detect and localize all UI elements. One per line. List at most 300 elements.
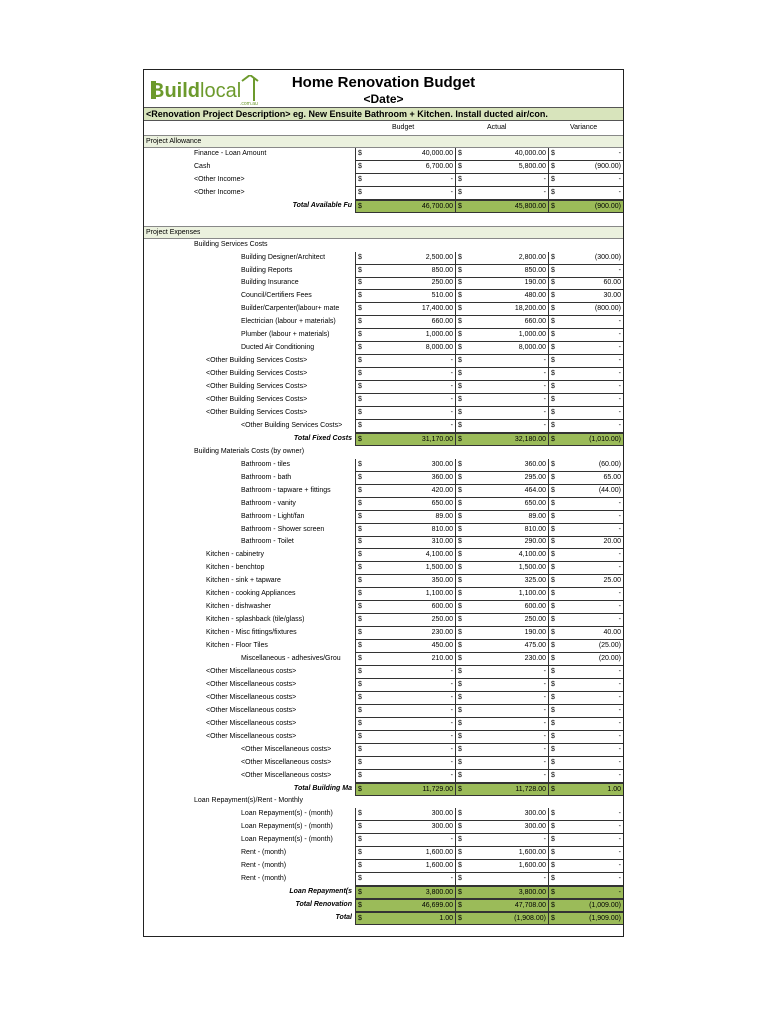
- budget-cell[interactable]: [355, 601, 455, 614]
- currency-symbol: $: [358, 758, 362, 766]
- actual-cell[interactable]: [455, 718, 548, 731]
- row-label[interactable]: Miscellaneous - adhesives/Grou: [241, 655, 341, 662]
- actual-cell[interactable]: [455, 899, 548, 912]
- budget-cell[interactable]: [355, 433, 455, 446]
- currency-symbol: $: [358, 915, 362, 922]
- variance-cell[interactable]: [548, 316, 623, 329]
- actual-cell[interactable]: [455, 744, 548, 757]
- currency-symbol: $: [551, 551, 555, 559]
- row-label[interactable]: Kitchen - dishwasher: [206, 603, 271, 611]
- budget-cell[interactable]: [355, 640, 455, 653]
- group-header-row: [144, 446, 623, 459]
- currency-symbol: $: [358, 642, 362, 650]
- budget-cell[interactable]: [355, 873, 455, 886]
- actual-value: 650.00: [524, 499, 546, 507]
- actual-cell[interactable]: [455, 342, 548, 355]
- budget-cell[interactable]: [355, 252, 455, 265]
- total-row: [144, 886, 623, 899]
- actual-cell[interactable]: [455, 575, 548, 588]
- actual-cell[interactable]: [455, 433, 548, 446]
- budget-cell[interactable]: [355, 303, 455, 316]
- row-label[interactable]: <Other Miscellaneous costs>: [206, 693, 297, 701]
- row-label[interactable]: <Other Building Services Costs>: [206, 357, 308, 365]
- variance-cell[interactable]: [548, 653, 623, 666]
- variance-cell[interactable]: [548, 265, 623, 278]
- row-label[interactable]: <Other Building Services Costs>: [206, 408, 308, 416]
- row-label[interactable]: <Other Miscellaneous costs>: [206, 719, 297, 727]
- actual-cell[interactable]: [455, 174, 548, 187]
- variance-cell[interactable]: [548, 381, 623, 394]
- row-label[interactable]: Kitchen - Misc fittings/fixtures: [206, 629, 297, 637]
- variance-cell[interactable]: [548, 588, 623, 601]
- row-label[interactable]: <Other Miscellaneous costs>: [206, 732, 297, 740]
- currency-symbol: $: [458, 538, 462, 546]
- row-label[interactable]: Loan Repayment(s)/Rent - Monthly: [194, 797, 303, 805]
- currency-symbol: $: [458, 253, 462, 261]
- budget-cell[interactable]: [355, 355, 455, 368]
- currency-symbol: $: [458, 357, 462, 365]
- actual-cell[interactable]: [455, 511, 548, 524]
- variance-value: -: [618, 745, 621, 753]
- variance-cell[interactable]: [548, 498, 623, 511]
- actual-cell[interactable]: [455, 277, 548, 290]
- variance-value: (44.00): [598, 486, 621, 494]
- budget-cell[interactable]: [355, 459, 455, 472]
- budget-cell[interactable]: [355, 666, 455, 679]
- currency-symbol: $: [551, 616, 555, 624]
- row-label[interactable]: Rent - (month): [241, 849, 287, 857]
- actual-cell[interactable]: [455, 355, 548, 368]
- variance-cell[interactable]: [548, 821, 623, 834]
- variance-cell[interactable]: [548, 834, 623, 847]
- variance-cell[interactable]: [548, 252, 623, 265]
- variance-cell[interactable]: [548, 757, 623, 770]
- row-label[interactable]: Kitchen - benchtop: [206, 564, 265, 572]
- budget-cell[interactable]: [355, 834, 455, 847]
- actual-cell[interactable]: [455, 394, 548, 407]
- row-label[interactable]: Kitchen - cabinetry: [206, 551, 264, 559]
- row-label[interactable]: <Other Miscellaneous costs>: [241, 758, 332, 766]
- actual-cell[interactable]: [455, 692, 548, 705]
- row-label[interactable]: Building Reports: [241, 266, 293, 274]
- currency-symbol: $: [551, 538, 555, 546]
- variance-cell[interactable]: [548, 886, 623, 899]
- budget-cell[interactable]: [355, 536, 455, 549]
- budget-cell[interactable]: [355, 912, 455, 925]
- actual-cell[interactable]: [455, 679, 548, 692]
- currency-symbol: $: [551, 823, 555, 831]
- actual-value: 1,600.00: [518, 849, 546, 857]
- budget-cell[interactable]: [355, 511, 455, 524]
- actual-cell[interactable]: [455, 705, 548, 718]
- row-label[interactable]: Loan Repayment(s) - (month): [241, 823, 333, 831]
- table-row: [144, 316, 623, 329]
- row-label[interactable]: <Other Miscellaneous costs>: [206, 667, 297, 675]
- currency-symbol: $: [458, 732, 462, 740]
- variance-cell[interactable]: [548, 277, 623, 290]
- actual-cell[interactable]: [455, 148, 548, 161]
- variance-value: -: [618, 590, 621, 598]
- row-label[interactable]: <Other Building Services Costs>: [206, 383, 308, 391]
- variance-cell[interactable]: [548, 433, 623, 446]
- row-label[interactable]: Bathroom - tapware + fittings: [241, 486, 331, 494]
- budget-cell[interactable]: [355, 744, 455, 757]
- currency-symbol: $: [358, 383, 362, 391]
- currency-symbol: $: [551, 577, 555, 585]
- actual-cell[interactable]: [455, 329, 548, 342]
- variance-cell[interactable]: [548, 187, 623, 200]
- table-row: [144, 718, 623, 731]
- budget-value: 1,100.00: [425, 590, 453, 598]
- table-row: [144, 614, 623, 627]
- variance-cell[interactable]: [548, 873, 623, 886]
- row-label[interactable]: Bathroom - vanity: [241, 499, 296, 507]
- actual-cell[interactable]: [455, 316, 548, 329]
- budget-value: 300.00: [431, 460, 453, 468]
- actual-cell[interactable]: [455, 368, 548, 381]
- variance-value: (800.00): [594, 305, 621, 313]
- variance-value: (900.00): [594, 162, 621, 170]
- budget-cell[interactable]: [355, 174, 455, 187]
- actual-cell[interactable]: [455, 524, 548, 537]
- actual-cell[interactable]: [455, 588, 548, 601]
- budget-cell[interactable]: [355, 407, 455, 420]
- actual-cell[interactable]: [455, 886, 548, 899]
- variance-cell[interactable]: [548, 536, 623, 549]
- row-label[interactable]: Kitchen - splashback (tile/glass): [206, 616, 305, 624]
- budget-cell[interactable]: [355, 627, 455, 640]
- currency-symbol: $: [458, 629, 462, 637]
- variance-cell[interactable]: [548, 407, 623, 420]
- budget-cell[interactable]: [355, 731, 455, 744]
- row-label[interactable]: Rent - (month): [241, 862, 287, 870]
- actual-cell[interactable]: [455, 783, 548, 796]
- actual-cell[interactable]: [455, 420, 548, 433]
- variance-cell[interactable]: [548, 783, 623, 796]
- row-label[interactable]: <Other Miscellaneous costs>: [241, 745, 332, 753]
- actual-cell[interactable]: [455, 847, 548, 860]
- budget-cell[interactable]: [355, 316, 455, 329]
- variance-cell[interactable]: [548, 770, 623, 783]
- row-label[interactable]: <Other Building Services Costs>: [206, 396, 308, 403]
- budget-cell[interactable]: [355, 342, 455, 355]
- budget-value: 510.00: [431, 292, 453, 300]
- row-label[interactable]: Total Building Ma: [293, 784, 352, 792]
- budget-cell[interactable]: [355, 692, 455, 705]
- variance-value: 20.00: [603, 538, 621, 546]
- actual-cell[interactable]: [455, 161, 548, 174]
- currency-symbol: $: [551, 292, 555, 300]
- currency-symbol: $: [551, 564, 555, 572]
- currency-symbol: $: [358, 616, 362, 624]
- currency-symbol: $: [358, 292, 362, 300]
- actual-value: 230.00: [524, 655, 546, 662]
- row-label[interactable]: Loan Repayment(s) - (month): [241, 836, 333, 844]
- actual-value: 300.00: [524, 823, 546, 831]
- currency-symbol: $: [458, 175, 462, 183]
- variance-cell[interactable]: [548, 640, 623, 653]
- row-label[interactable]: Loan Repayment(s) - (month): [241, 810, 333, 818]
- actual-cell[interactable]: [455, 252, 548, 265]
- actual-cell[interactable]: [455, 627, 548, 640]
- variance-cell[interactable]: [548, 524, 623, 537]
- actual-value: 1,100.00: [518, 590, 546, 598]
- row-label[interactable]: <Other Miscellaneous costs>: [206, 706, 297, 714]
- currency-symbol: $: [551, 421, 555, 429]
- variance-cell[interactable]: [548, 355, 623, 368]
- budget-value: 6,700.00: [425, 162, 453, 170]
- actual-cell[interactable]: [455, 731, 548, 744]
- budget-cell[interactable]: [355, 381, 455, 394]
- row-label[interactable]: Cash: [194, 162, 211, 170]
- variance-cell[interactable]: [548, 342, 623, 355]
- actual-value: 4,100.00: [518, 551, 546, 559]
- actual-value: 11,728.00: [515, 785, 546, 793]
- variance-value: -: [618, 421, 621, 429]
- actual-value: -: [543, 732, 546, 740]
- currency-symbol: $: [358, 331, 362, 339]
- actual-cell[interactable]: [455, 200, 548, 213]
- budget-cell[interactable]: [355, 524, 455, 537]
- row-label[interactable]: Total Fixed Costs: [293, 434, 352, 442]
- row-label[interactable]: Bathroom - Toilet: [241, 538, 294, 546]
- currency-symbol: $: [458, 616, 462, 624]
- variance-cell[interactable]: [548, 511, 623, 524]
- row-label[interactable]: Kitchen - sink + tapware: [206, 577, 281, 585]
- currency-symbol: $: [458, 408, 462, 416]
- variance-cell[interactable]: [548, 808, 623, 821]
- actual-cell[interactable]: [455, 808, 548, 821]
- budget-cell[interactable]: [355, 899, 455, 912]
- variance-cell[interactable]: [548, 148, 623, 161]
- variance-value: -: [618, 667, 621, 675]
- variance-cell[interactable]: [548, 899, 623, 912]
- currency-symbol: $: [358, 305, 362, 313]
- budget-cell[interactable]: [355, 808, 455, 821]
- variance-cell[interactable]: [548, 368, 623, 381]
- budget-cell[interactable]: [355, 148, 455, 161]
- actual-cell[interactable]: [455, 187, 548, 200]
- variance-value: -: [618, 719, 621, 727]
- currency-symbol: $: [358, 732, 362, 740]
- currency-symbol: $: [551, 732, 555, 740]
- actual-cell[interactable]: [455, 407, 548, 420]
- actual-cell[interactable]: [455, 498, 548, 511]
- actual-value: -: [543, 383, 546, 391]
- budget-cell[interactable]: [355, 549, 455, 562]
- actual-cell[interactable]: [455, 381, 548, 394]
- variance-cell[interactable]: [548, 303, 623, 316]
- variance-cell[interactable]: [548, 394, 623, 407]
- row-label[interactable]: <Other Income>: [194, 175, 245, 183]
- budget-cell[interactable]: [355, 485, 455, 498]
- table-row: [144, 808, 623, 821]
- budget-cell[interactable]: [355, 783, 455, 796]
- variance-cell[interactable]: [548, 601, 623, 614]
- row-label[interactable]: Building Materials Costs (by owner): [194, 447, 305, 455]
- currency-symbol: $: [458, 512, 462, 520]
- variance-cell[interactable]: [548, 161, 623, 174]
- variance-value: -: [618, 693, 621, 701]
- variance-cell[interactable]: [548, 666, 623, 679]
- actual-cell[interactable]: [455, 549, 548, 562]
- row-label[interactable]: Total Available Fu: [292, 201, 352, 209]
- budget-cell[interactable]: [355, 498, 455, 511]
- row-label[interactable]: Bathroom - bath: [241, 473, 292, 481]
- row-label[interactable]: <Other Building Services Costs>: [241, 421, 343, 429]
- actual-cell[interactable]: [455, 873, 548, 886]
- actual-cell[interactable]: [455, 472, 548, 485]
- variance-cell[interactable]: [548, 614, 623, 627]
- actual-cell[interactable]: [455, 821, 548, 834]
- row-label[interactable]: Finance - Loan Amount: [194, 149, 267, 157]
- actual-cell[interactable]: [455, 290, 548, 303]
- variance-cell[interactable]: [548, 627, 623, 640]
- actual-cell[interactable]: [455, 303, 548, 316]
- actual-value: -: [543, 680, 546, 688]
- variance-value: 30.00: [603, 292, 621, 300]
- variance-cell[interactable]: [548, 575, 623, 588]
- actual-cell[interactable]: [455, 770, 548, 783]
- currency-symbol: $: [358, 460, 362, 468]
- row-label[interactable]: Kitchen - Floor Tiles: [206, 642, 268, 650]
- variance-cell[interactable]: [548, 912, 623, 925]
- variance-cell[interactable]: [548, 718, 623, 731]
- actual-cell[interactable]: [455, 834, 548, 847]
- budget-cell[interactable]: [355, 187, 455, 200]
- variance-cell[interactable]: [548, 731, 623, 744]
- actual-value: 290.00: [524, 538, 546, 546]
- variance-cell[interactable]: [548, 679, 623, 692]
- actual-cell[interactable]: [455, 666, 548, 679]
- actual-cell[interactable]: [455, 912, 548, 925]
- actual-cell[interactable]: [455, 860, 548, 873]
- actual-cell[interactable]: [455, 601, 548, 614]
- budget-value: 31,170.00: [421, 435, 453, 443]
- budget-cell[interactable]: [355, 653, 455, 666]
- currency-symbol: $: [458, 188, 462, 196]
- variance-value: -: [618, 188, 621, 196]
- row-label[interactable]: Loan Repayment(s: [289, 888, 352, 896]
- row-label[interactable]: <Other Miscellaneous costs>: [241, 771, 332, 779]
- budget-cell[interactable]: [355, 368, 455, 381]
- budget-cell[interactable]: [355, 562, 455, 575]
- actual-cell[interactable]: [455, 265, 548, 278]
- variance-cell[interactable]: [548, 420, 623, 433]
- variance-cell[interactable]: [548, 860, 623, 873]
- budget-cell[interactable]: [355, 770, 455, 783]
- variance-cell[interactable]: [548, 200, 623, 213]
- row-label[interactable]: Kitchen - cooking Appliances: [206, 590, 296, 598]
- variance-cell[interactable]: [548, 290, 623, 303]
- row-label[interactable]: Total: [335, 914, 352, 921]
- row-label[interactable]: Builder/Carpenter(labour+ mate: [241, 305, 340, 313]
- actual-cell[interactable]: [455, 640, 548, 653]
- actual-cell[interactable]: [455, 757, 548, 770]
- currency-symbol: $: [358, 396, 362, 403]
- budget-cell[interactable]: [355, 277, 455, 290]
- budget-cell[interactable]: [355, 847, 455, 860]
- budget-cell[interactable]: [355, 860, 455, 873]
- row-label[interactable]: Bathroom - Shower screen: [241, 525, 325, 533]
- row-label[interactable]: <Other Miscellaneous costs>: [206, 680, 297, 688]
- row-label[interactable]: Council/Certifiers Fees: [241, 292, 312, 300]
- variance-cell[interactable]: [548, 692, 623, 705]
- variance-cell[interactable]: [548, 174, 623, 187]
- currency-symbol: $: [551, 396, 555, 403]
- currency-symbol: $: [551, 344, 555, 352]
- row-label[interactable]: Bathroom - tiles: [241, 460, 291, 468]
- budget-cell[interactable]: [355, 290, 455, 303]
- budget-cell[interactable]: [355, 265, 455, 278]
- actual-cell[interactable]: [455, 485, 548, 498]
- budget-cell[interactable]: [355, 705, 455, 718]
- variance-cell[interactable]: [548, 847, 623, 860]
- budget-cell[interactable]: [355, 718, 455, 731]
- budget-value: 250.00: [431, 616, 453, 624]
- budget-cell[interactable]: [355, 329, 455, 342]
- actual-cell[interactable]: [455, 614, 548, 627]
- budget-cell[interactable]: [355, 200, 455, 213]
- actual-cell[interactable]: [455, 562, 548, 575]
- row-label[interactable]: Bathroom - Light/fan: [241, 512, 305, 520]
- row-label[interactable]: Plumber (labour + materials): [241, 331, 330, 339]
- budget-cell[interactable]: [355, 161, 455, 174]
- row-label[interactable]: Building Services Costs: [194, 240, 268, 248]
- budget-cell[interactable]: [355, 472, 455, 485]
- budget-cell[interactable]: [355, 420, 455, 433]
- budget-cell[interactable]: [355, 588, 455, 601]
- budget-cell[interactable]: [355, 757, 455, 770]
- row-label[interactable]: Electrician (labour + materials): [241, 318, 336, 326]
- budget-cell[interactable]: [355, 886, 455, 899]
- currency-symbol: $: [551, 758, 555, 766]
- table-row: [144, 187, 623, 200]
- budget-cell[interactable]: [355, 679, 455, 692]
- variance-value: -: [618, 525, 621, 533]
- row-label[interactable]: Total Renovation: [295, 901, 352, 909]
- budget-cell[interactable]: [355, 575, 455, 588]
- variance-cell[interactable]: [548, 472, 623, 485]
- variance-cell[interactable]: [548, 562, 623, 575]
- row-label[interactable]: Building Insurance: [241, 279, 299, 287]
- variance-value: (900.00): [594, 202, 621, 210]
- budget-cell[interactable]: [355, 394, 455, 407]
- row-label[interactable]: Project Expenses: [146, 228, 201, 236]
- budget-cell[interactable]: [355, 614, 455, 627]
- actual-value: -: [543, 693, 546, 701]
- budget-cell[interactable]: [355, 821, 455, 834]
- row-label[interactable]: Rent - (month): [241, 875, 287, 883]
- row-label[interactable]: <Other Income>: [194, 188, 245, 196]
- row-label[interactable]: Ducted Air Conditioning: [241, 344, 315, 352]
- actual-cell[interactable]: [455, 536, 548, 549]
- variance-cell[interactable]: [548, 744, 623, 757]
- variance-cell[interactable]: [548, 329, 623, 342]
- row-label[interactable]: <Other Building Services Costs>: [206, 370, 308, 378]
- currency-symbol: $: [358, 564, 362, 572]
- variance-cell[interactable]: [548, 705, 623, 718]
- variance-cell[interactable]: [548, 485, 623, 498]
- currency-symbol: $: [458, 875, 462, 883]
- row-label[interactable]: Building Designer/Architect: [241, 253, 326, 261]
- variance-cell[interactable]: [548, 459, 623, 472]
- actual-cell[interactable]: [455, 459, 548, 472]
- variance-cell[interactable]: [548, 549, 623, 562]
- actual-cell[interactable]: [455, 653, 548, 666]
- row-label[interactable]: Project Allowance: [146, 138, 202, 145]
- column-header-actual: Actual: [487, 124, 507, 131]
